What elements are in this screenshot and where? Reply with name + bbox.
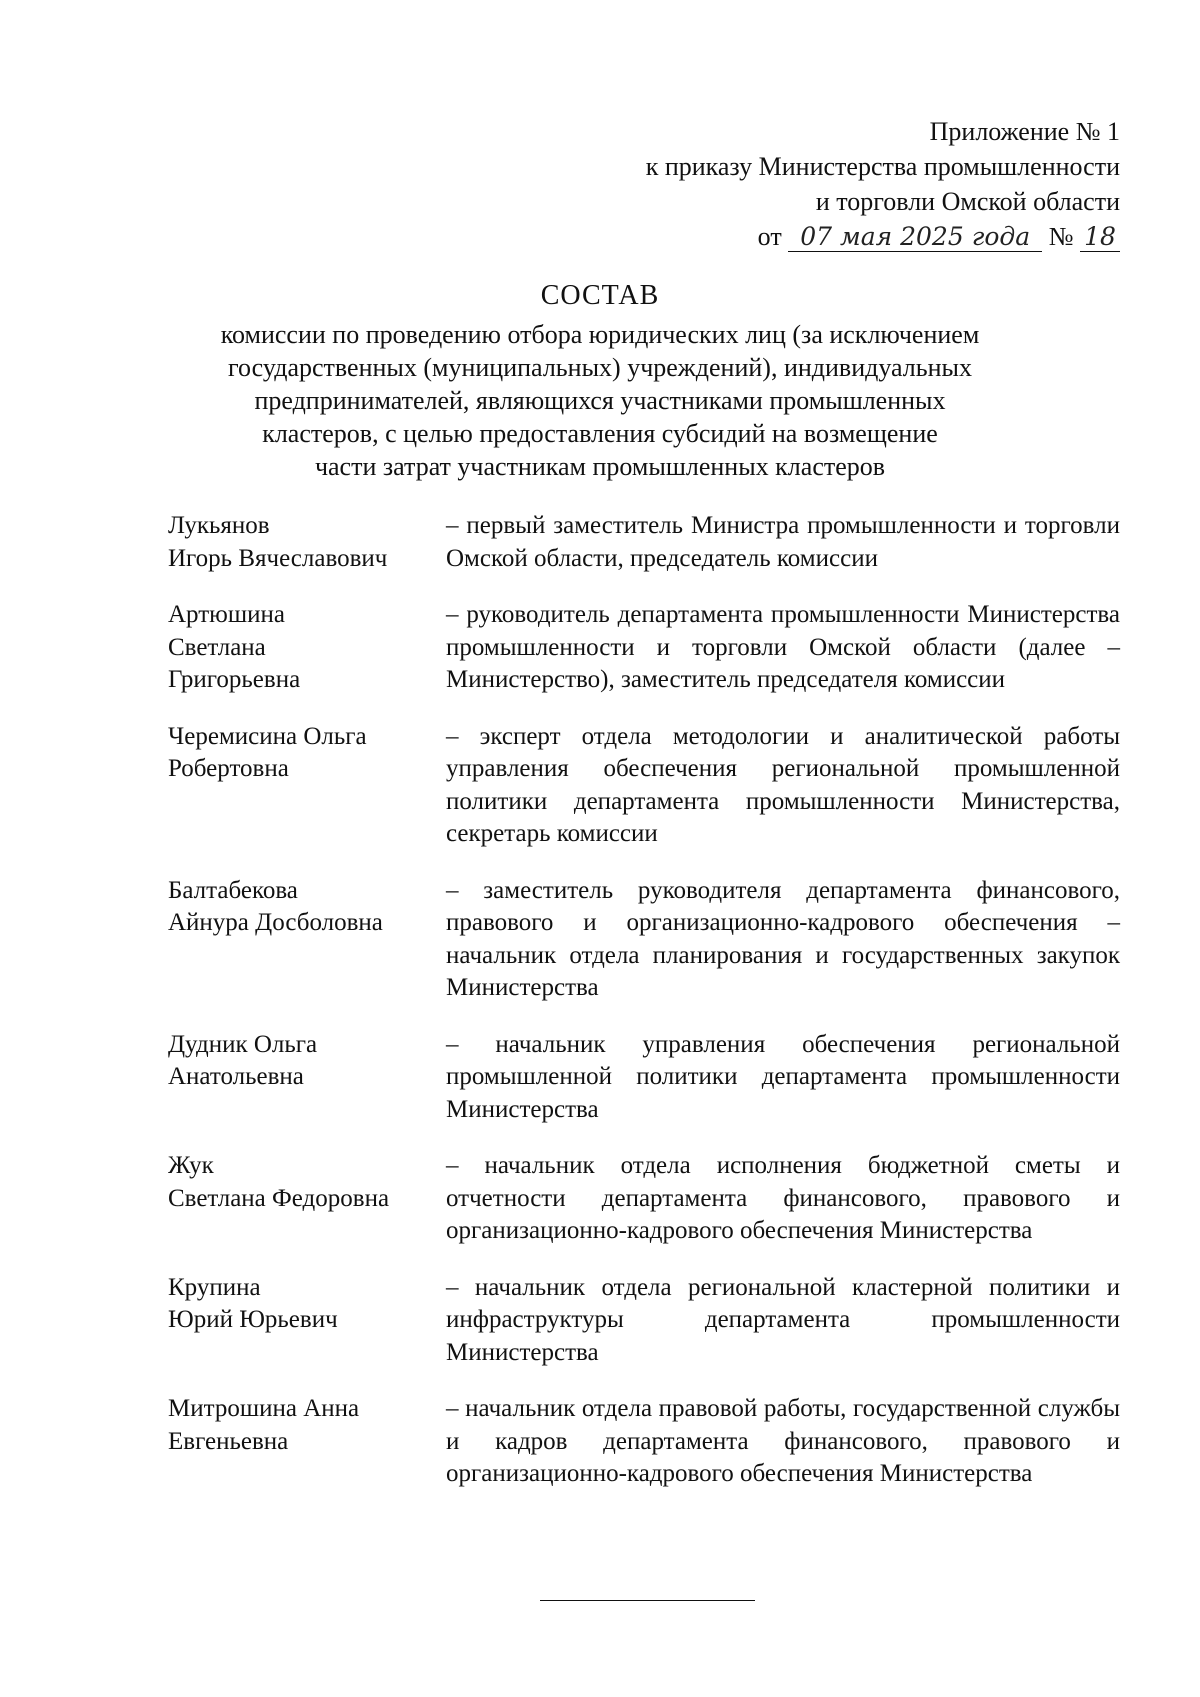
member-name: Жук Светлана Федоровна bbox=[168, 1152, 390, 1212]
date-prefix: от bbox=[757, 222, 782, 251]
appendix-order-ref: к приказу Министерства промышленности bbox=[645, 152, 1120, 181]
member-row bbox=[168, 1150, 1120, 1248]
member-row bbox=[168, 510, 1120, 575]
member-role: – руководитель департамента промышленности Министерства промышленности и торговли Омской области (далее – Министерство), заместитель председателя комиссии bbox=[446, 601, 1120, 693]
member-role: – начальник отдела правовой работы, государственной службы и кадров департамента финансового, правового и организационно-кадрового обеспечения Министерства bbox=[446, 1395, 1120, 1487]
end-divider bbox=[540, 1600, 755, 1601]
member-name: Артюшина Светлана Григорьевна bbox=[168, 601, 301, 693]
member-name: Крупина Юрий Юрьевич bbox=[168, 1273, 338, 1333]
appendix-ministry: и торговли Омской области bbox=[815, 187, 1120, 216]
member-role: – начальник отдела исполнения бюджетной сметы и отчетности департамента финансового, правового и организационно-кадрового обеспечения Министерства bbox=[446, 1152, 1120, 1244]
member-row bbox=[168, 599, 1120, 697]
number-sign: № bbox=[1048, 222, 1074, 251]
document-title: СОСТАВ bbox=[540, 280, 660, 311]
member-name: Лукьянов Игорь Вячеславович bbox=[168, 512, 388, 572]
member-row bbox=[168, 721, 1120, 851]
member-row bbox=[168, 1272, 1120, 1370]
order-date-line bbox=[646, 219, 1120, 254]
appendix-header bbox=[646, 114, 1120, 254]
member-name: Дудник Ольга Анатольевна bbox=[168, 1030, 318, 1090]
handwritten-number: 18 bbox=[1080, 223, 1120, 252]
member-role: – начальник управления обеспечения региональной промышленной политики департамента промышленности Министерства bbox=[446, 1030, 1120, 1123]
member-name: Балтабекова Айнура Досболовна bbox=[168, 876, 383, 936]
member-row bbox=[168, 1393, 1120, 1491]
member-role: – эксперт отдела методологии и аналитической работы управления обеспечения региональной промышленной политики департамента промышленности Министерства, секретарь комиссии bbox=[446, 722, 1120, 847]
appendix-number: Приложение № 1 bbox=[929, 117, 1120, 146]
title-block bbox=[150, 278, 1050, 483]
member-role: – начальник отдела региональной кластерной политики и инфраструктуры департамента промышленности Министерства bbox=[446, 1273, 1120, 1366]
members-list bbox=[168, 510, 1120, 1515]
member-row bbox=[168, 1029, 1120, 1127]
member-role: – заместитель руководителя департамента финансового, правового и организационно-кадрового обеспечения – начальник отдела планирования и государственных закупок Министерства bbox=[446, 876, 1120, 1001]
member-name: Митрошина Анна Евгеньевна bbox=[168, 1395, 360, 1455]
document-subtitle: комиссии по проведению отбора юридических лиц (за исключением государственных (муниципальных) учреждений), индивидуальных предпринимателей, являющихся участниками промышленных кластеров, с целью предоставления субсидий на возмещение части затрат участникам промышленных кластеров bbox=[220, 320, 980, 481]
handwritten-date: 07 мая 2025 года bbox=[788, 223, 1042, 252]
member-name: Черемисина Ольга Робертовна bbox=[168, 722, 367, 782]
member-row bbox=[168, 875, 1120, 1005]
member-role: – первый заместитель Министра промышленности и торговли Омской области, председатель комиссии bbox=[446, 512, 1120, 572]
